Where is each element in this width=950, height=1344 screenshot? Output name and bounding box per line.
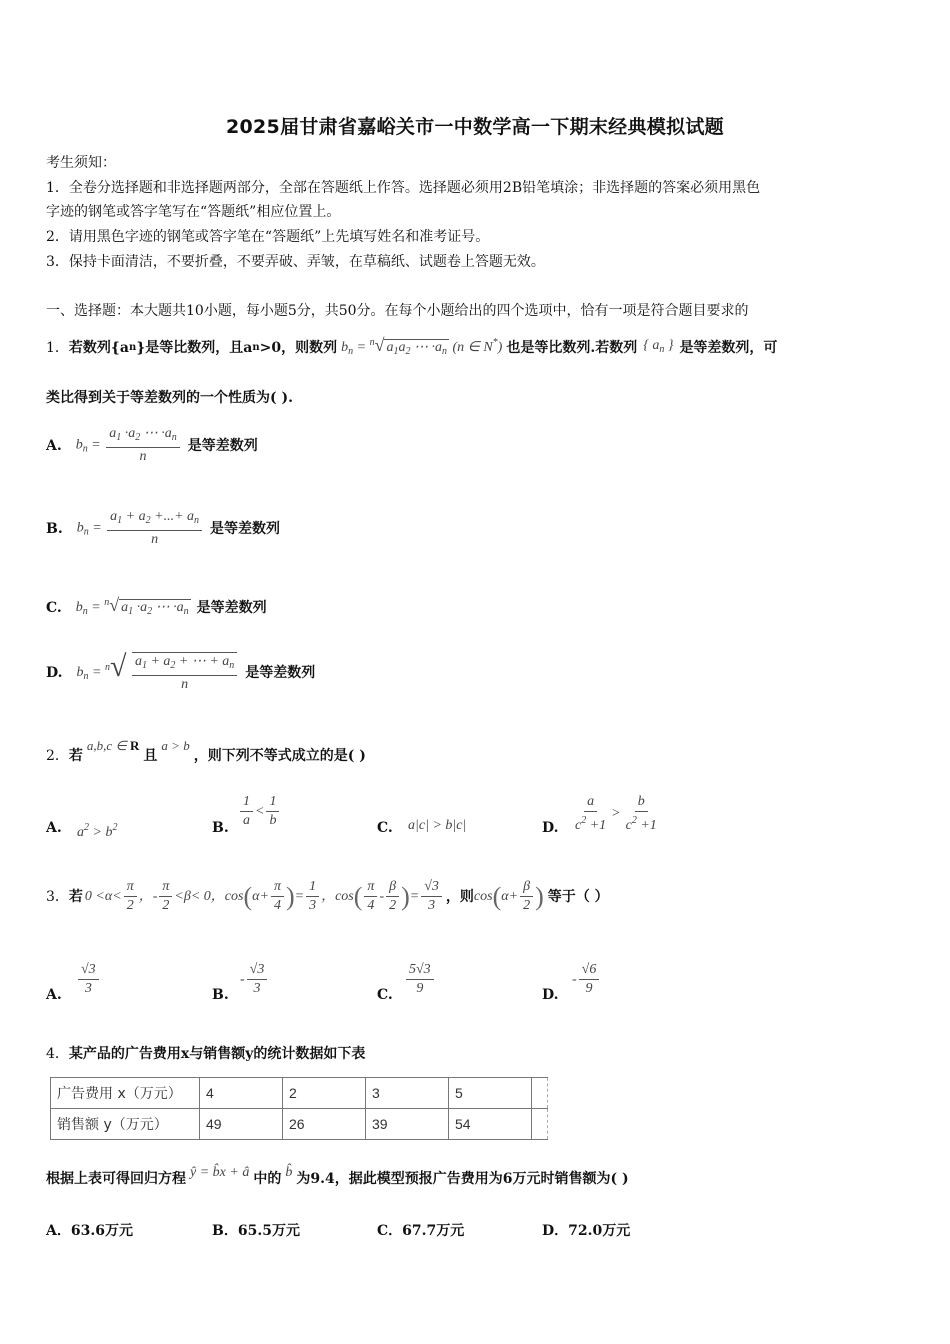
- formula: a|c| > b|c|: [408, 818, 467, 833]
- formula: $b_n$ = $\frac{a_1 + a_2 +...+ a_n}{n}$: [77, 508, 204, 549]
- question-4: 4．某产品的广告费用x与销售额y的统计数据如下表: [46, 1046, 366, 1062]
- question-2: 2． 若 a,b,c ∈ R 且 a > b ，则下列不等式成立的是( ): [46, 738, 366, 764]
- option-b[interactable]: B.: [212, 987, 229, 1003]
- question-1-line2: 类比得到关于等差数列的一个性质为( ).: [46, 390, 293, 406]
- table-cell: 2: [283, 1078, 366, 1109]
- table-row: [51, 1109, 548, 1140]
- option-d[interactable]: D.: [542, 820, 559, 836]
- table-edge: [532, 1078, 548, 1109]
- question-number: 3．: [46, 888, 69, 905]
- table-cell: 5: [449, 1078, 532, 1109]
- formula: a > b: [161, 738, 190, 753]
- option-a[interactable]: A.: [46, 987, 62, 1003]
- table-cell: 3: [366, 1078, 449, 1109]
- formula-an-sequence: { $a_n$ }: [643, 337, 674, 355]
- option-b[interactable]: B. $b_n$ = $\frac{a_1 + a_2 +...+ a_n}{n}$ 是等差数列: [46, 509, 281, 547]
- formula: cos ( α + $\frac{\beta}{2}$ ): [473, 879, 544, 913]
- formula: $b_n$ = $\frac{a_1 \cdot a_2 \cdots \cdot a_n}{n}$: [76, 425, 182, 466]
- option-d[interactable]: D．72.0万元: [542, 1223, 631, 1239]
- table-edge: [532, 1109, 548, 1140]
- formula: $b_n = ^n√$ $a_1 \cdot a_2$ ⋯ $\cdot a_n$: [75, 595, 189, 617]
- formula-bn-geometric: $b_n = ^n√$ $a_1a_2$ ⋯ $\cdot a_n$ (n ∈ N*): [341, 335, 503, 357]
- formula: $\frac{1}{a}$ < $\frac{1}{b}$: [238, 793, 281, 830]
- notice-item: 2．请用黑色字迹的钢笔或答字笔在“答题纸”上先填写姓名和准考证号。: [46, 229, 490, 245]
- table-cell: 39: [366, 1109, 449, 1140]
- option-a[interactable]: A.: [46, 820, 62, 836]
- question-1: 1． 若数列{a n }是等比数列，且a n >0，则数列 $b_n = ^n√$ $a_1a_2$ ⋯ $\cdot a_n$ (n ∈ N*) 也是等比数列.若数列 { $a_n$ } 是等差数列，可: [46, 333, 777, 362]
- section-heading: 一、选择题：本大题共10小题，每小题5分，共50分。在每个小题给出的四个选项中，恰有一项是符合题目要求的: [46, 303, 749, 319]
- formula: 0 < α < $\frac{\pi}{2}$ ， - $\frac{\pi}{2}$ < β < 0， cos ( α + $\frac{\pi}{4}$ ) = $\frac{1}{3}$ ， cos ( $\frac{\pi}{4}$ - $\frac{\beta}{2}$ ) = $\frac{√3}{3}$: [85, 878, 444, 915]
- option-c[interactable]: C．67.7万元: [377, 1223, 465, 1239]
- formula: $b_n = ^n√$ $\frac{a_1 + a_2 + \cdots + a_n}{n}$: [77, 652, 240, 694]
- formula: a,b,c ∈ R: [86, 738, 140, 753]
- table-row: [51, 1078, 548, 1109]
- page-title: 2025届甘肃省嘉峪关市一中数学高一下期末经典模拟试题: [226, 116, 724, 138]
- question-number: 1．: [46, 339, 69, 356]
- formula: - $\frac{√6}{9}$: [572, 961, 601, 998]
- formula: $\frac{√3}{3}$: [76, 961, 101, 998]
- option-a[interactable]: A．63.6万元: [46, 1223, 133, 1239]
- option-c[interactable]: C.: [377, 987, 393, 1003]
- notice-item: 字迹的钢笔或答字笔写在“答题纸”相应位置上。: [46, 204, 341, 220]
- formula: $\frac{5√3}{9}$: [404, 961, 436, 998]
- notice-heading: 考生须知：: [46, 155, 116, 171]
- table-cell: 49: [200, 1109, 283, 1140]
- notice-item: 1．全卷分选择题和非选择题两部分，全部在答题纸上作答。选择题必须用2B铅笔填涂；非选择题的答案必须用黑色: [46, 180, 761, 196]
- question-number: 2．: [46, 748, 69, 764]
- table-header-cell: 销售额 y（万元）: [51, 1109, 200, 1140]
- formula-b-hat: b̂: [285, 1165, 293, 1180]
- option-c[interactable]: C. $b_n = ^n√$ $a_1 \cdot a_2$ ⋯ $\cdot a_n$ 是等差数列: [46, 593, 267, 622]
- option-c[interactable]: C.: [377, 820, 393, 836]
- formula: - $\frac{√3}{3}$: [240, 961, 269, 998]
- data-table: [50, 1077, 548, 1140]
- formula: $a^2 > b^2$: [77, 822, 118, 840]
- formula: $\frac{a}{c^2 +1}$ > $\frac{b}{c^2 +1}$: [575, 794, 657, 833]
- table-cell: 26: [283, 1109, 366, 1140]
- option-b[interactable]: B．65.5万元: [212, 1223, 300, 1239]
- notice-item: 3．保持卡面清洁，不要折叠，不要弄破、弄皱，在草稿纸、试题卷上答题无效。: [46, 254, 545, 270]
- question-4-line2: 根据上表可得回归方程 ŷ = b̂x + â 中的 b̂ 为9.4，据此模型预报广告费用为6万元时销售额为( ): [46, 1165, 629, 1187]
- table-cell: 54: [449, 1109, 532, 1140]
- formula-regression: ŷ = b̂x + â: [190, 1165, 250, 1180]
- option-d[interactable]: D.: [542, 987, 559, 1003]
- option-d[interactable]: D. $b_n = ^n√$ $\frac{a_1 + a_2 + \cdots + a_n}{n}$ 是等差数列: [46, 650, 316, 692]
- option-b[interactable]: B.: [212, 820, 229, 836]
- question-number: 4．: [46, 1046, 69, 1062]
- question-3: 3． 若 0 < α < $\frac{\pi}{2}$ ， - $\frac{\pi}{2}$ < β < 0， cos ( α + $\frac{\pi}{4}$ ) = $\frac{1}{3}$ ， cos ( $\frac{\pi}{4}$ - $\frac{\beta}{2}$ ) = $\frac{√3}{3}$ ，则 cos ( α + $\frac{\beta}{2}$ ) 等于（ ）: [46, 879, 609, 913]
- option-a[interactable]: A. $b_n$ = $\frac{a_1 \cdot a_2 \cdots \cdot a_n}{n}$ 是等差数列: [46, 426, 258, 464]
- table-cell: 4: [200, 1078, 283, 1109]
- table-header-cell: 广告费用 x（万元）: [51, 1078, 200, 1109]
